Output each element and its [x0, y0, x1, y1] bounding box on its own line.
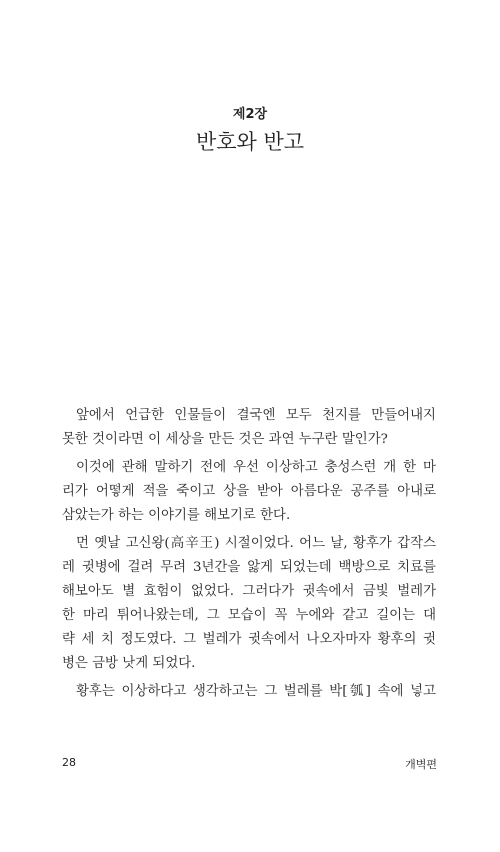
text-line: 레 귓병에 걸려 무려 3년간을 앓게 되었는데 백방으로 치료를: [62, 560, 436, 575]
chapter-label: 제2장: [232, 107, 268, 122]
text-line: 황후는 이상하다고 생각하고는 그 벌레를 박[瓠] 속에 넣고: [76, 684, 436, 699]
text-line: 먼 옛날 고신왕(高辛王) 시절이었다. 어느 날, 황후가 갑작스: [76, 536, 436, 551]
text-line: 이것에 관해 말하기 전에 우선 이상하고 충성스런 개 한 마: [76, 460, 436, 475]
text-line: 병은 금방 낫게 되었다.: [62, 656, 196, 671]
body-text: [62, 404, 436, 704]
text-line: 리가 어떻게 적을 죽이고 상을 받아 아름다운 공주를 아내로: [62, 484, 436, 499]
text-line: 못한 것이라면 이 세상을 만든 것은 과연 누구란 말인가?: [62, 432, 388, 447]
text-line: 략 세 치 정도였다. 그 벌레가 귓속에서 나오자마자 황후의 귓: [62, 632, 436, 647]
text-line: 삼았는가 하는 이야기를 해보기로 한다.: [62, 508, 291, 523]
text-line: 한 마리 튀어나왔는데, 그 모습이 꼭 누에와 같고 길이는 대: [62, 608, 436, 623]
text-line: 해보아도 별 효험이 없었다. 그러다가 귓속에서 금빛 벌레가: [62, 584, 436, 599]
running-section-title: 개벽편: [405, 758, 437, 771]
chapter-title: 반호와 반고: [195, 130, 305, 154]
text-line: 앞에서 언급한 인물들이 결국엔 모두 천지를 만들어내지: [76, 408, 436, 423]
page-number: 28: [62, 756, 76, 769]
